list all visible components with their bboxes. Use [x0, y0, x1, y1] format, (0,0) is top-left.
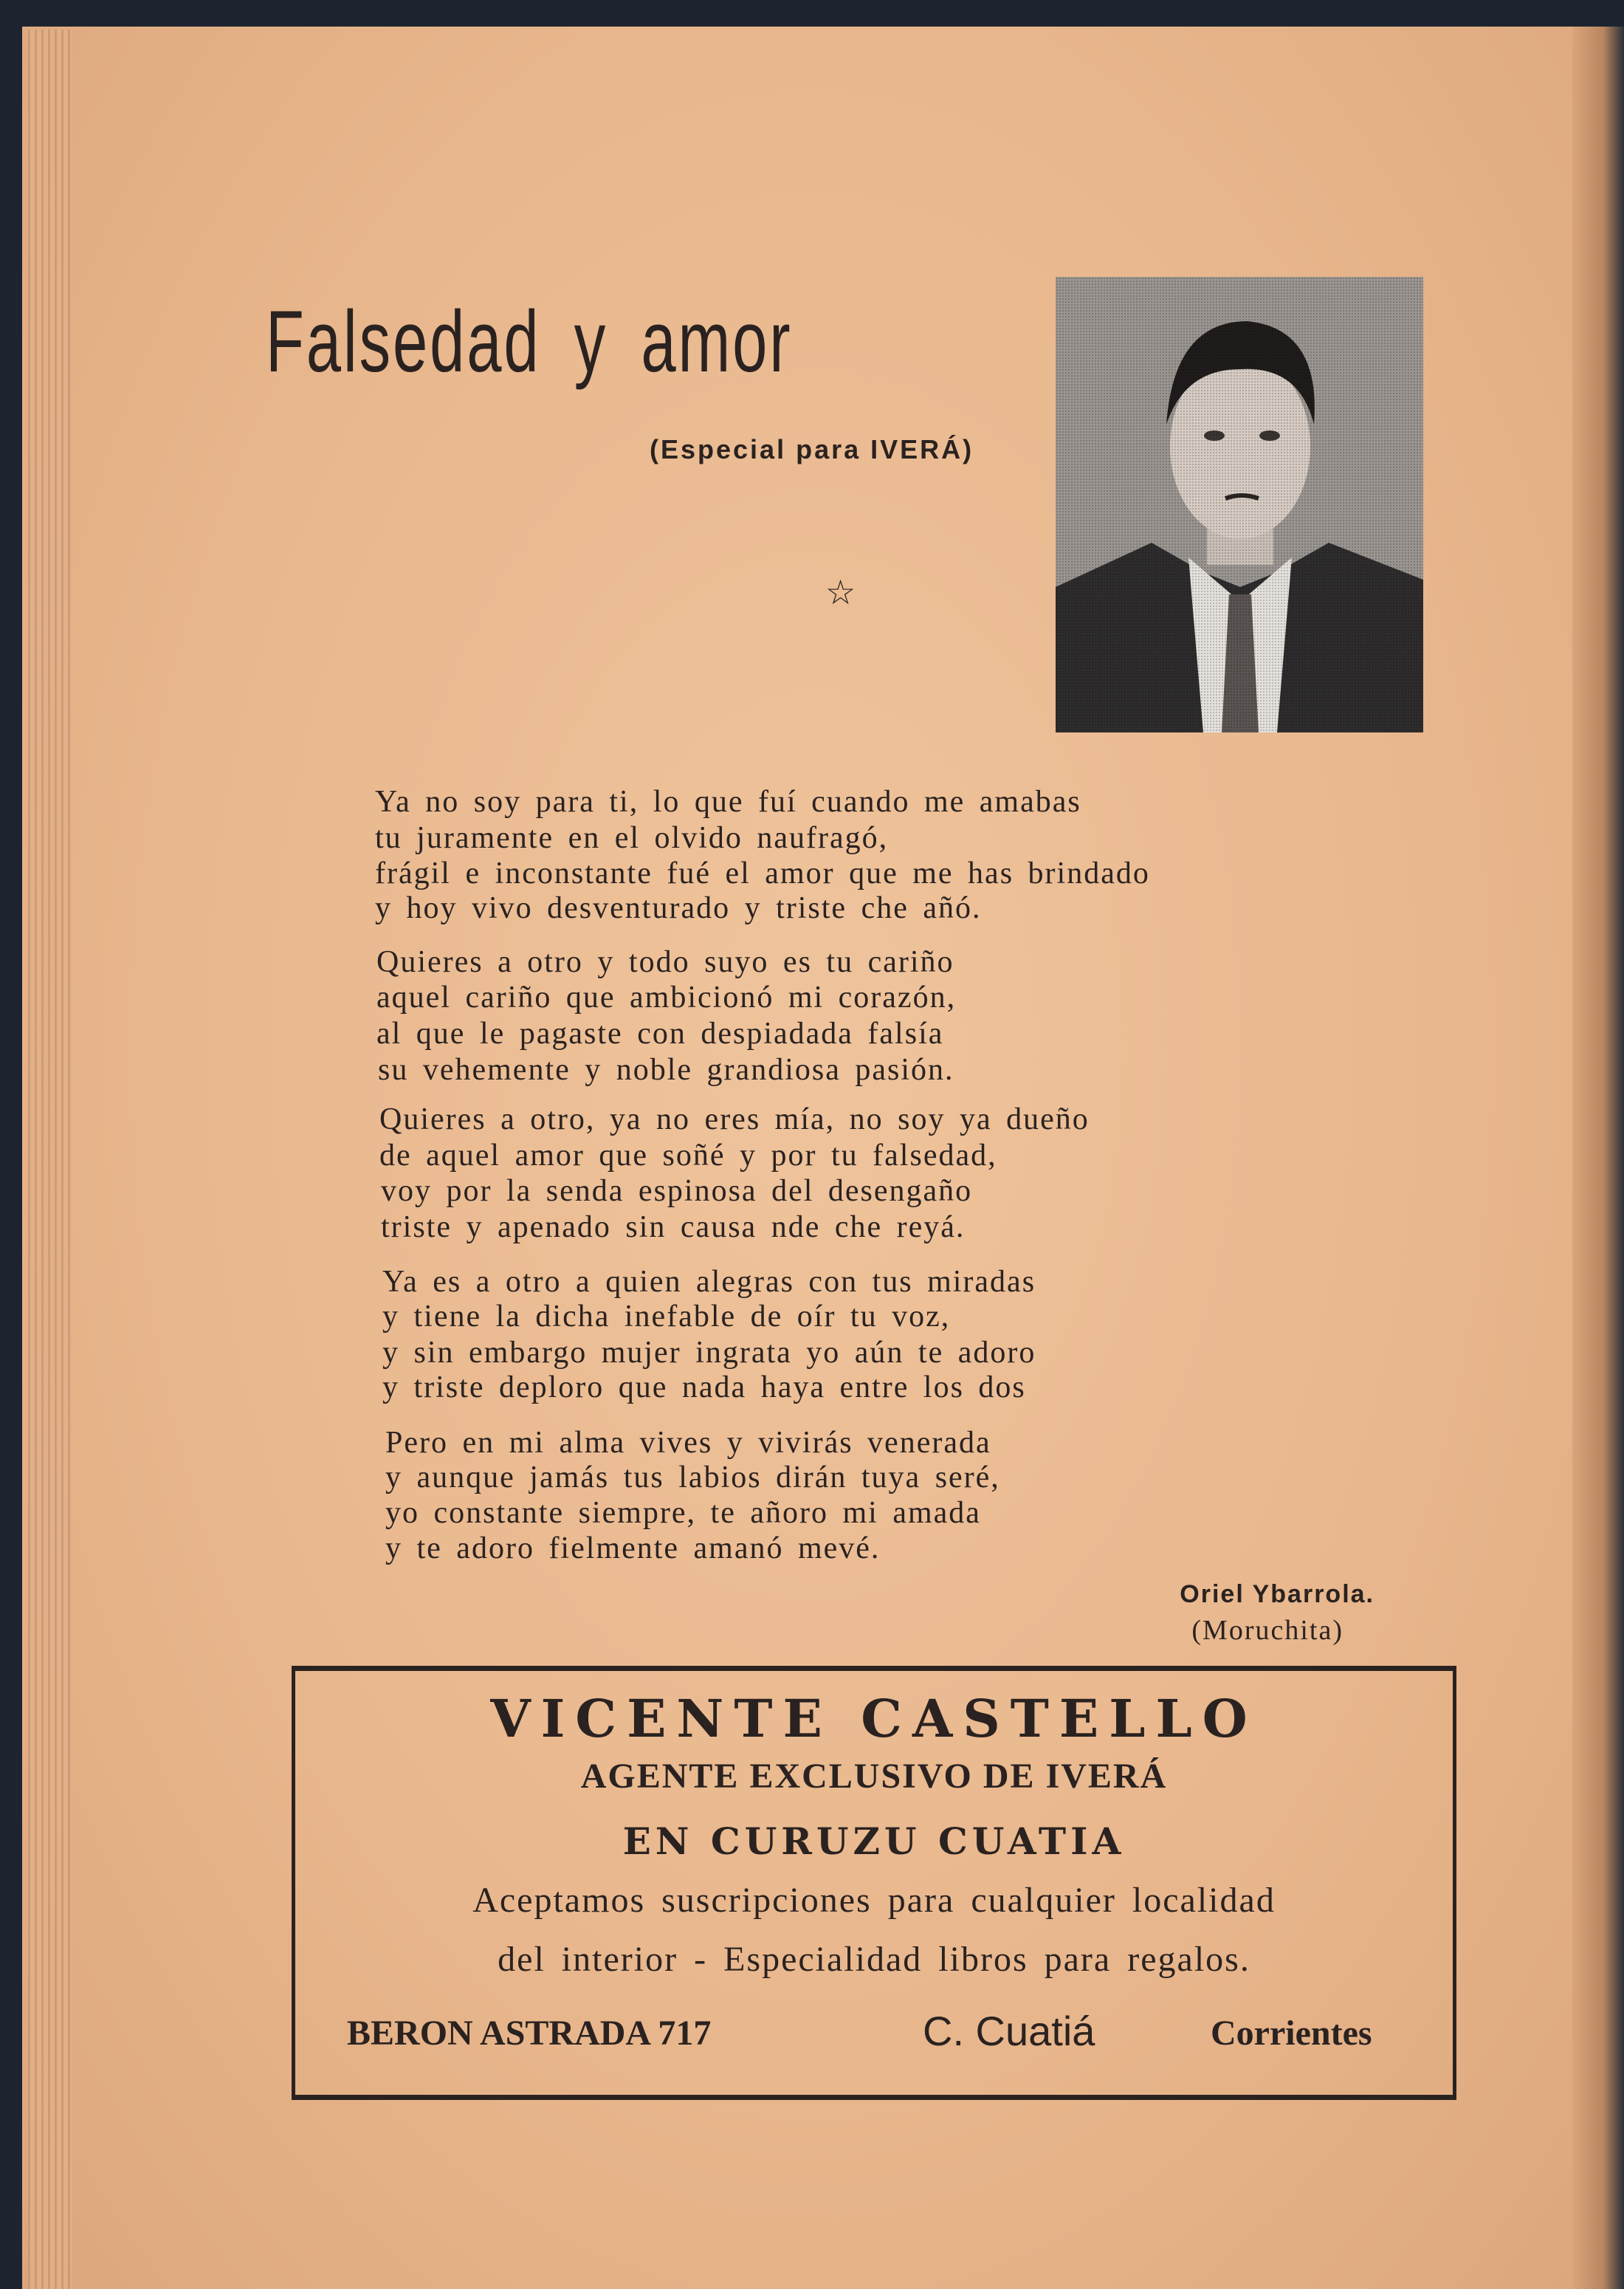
poem-line: aquel cariño que ambicionó mi corazón,	[376, 981, 957, 1015]
ad-agent-line: AGENTE EXCLUSIVO DE IVERÁ	[580, 1757, 1168, 1796]
ad-text-line: Aceptamos suscripciones para cualquier localidad	[472, 1881, 1276, 1920]
poem-line: y tiene la dicha inefable de oír tu voz,	[382, 1300, 951, 1334]
ad-province: Corrientes	[1211, 2014, 1372, 2053]
poem-line: frágil e inconstante fué el amor que me has brindado	[375, 857, 1150, 890]
poem-line: y hoy vivo desventurado y triste che añó.	[375, 891, 982, 925]
poem-line: su vehemente y noble grandiosa pasión.	[378, 1053, 954, 1087]
ad-business-name: VICENTE CASTELLO	[490, 1688, 1258, 1749]
poem-line: yo constante siempre, te añoro mi amada	[385, 1496, 981, 1530]
poem-line: Ya es a otro a quien alegras con tus miradas	[382, 1265, 1036, 1299]
poem-line: triste y apenado sin causa nde che reyá.	[381, 1210, 966, 1244]
poem-line: tu juramente en el olvido naufragó,	[375, 821, 889, 855]
poem-line: y aunque jamás tus labios dirán tuya seré,	[385, 1461, 1000, 1494]
poem-line: Ya no soy para ti, lo que fuí cuando me amabas	[375, 785, 1081, 819]
page-edges	[28, 30, 72, 2289]
poem-line: y te adoro fielmente amanó mevé.	[385, 1531, 881, 1565]
poem-line: Quieres a otro y todo suyo es tu cariño	[376, 945, 954, 979]
article-title: Falsedad y amor	[266, 293, 793, 391]
ad-text-line: del interior - Especialidad libros para regalos.	[498, 1940, 1250, 1979]
star-ornament-icon: ☆	[825, 572, 856, 612]
page-right-edge	[1572, 27, 1624, 2289]
poem-line: voy por la senda espinosa del desengaño	[381, 1174, 973, 1208]
author-pseudonym: (Moruchita)	[1191, 1615, 1343, 1646]
ad-city-line: EN CURUZU CUATIA	[622, 1819, 1126, 1863]
author-name: Oriel Ybarrola.	[1180, 1580, 1374, 1608]
poem-line: al que le pagaste con despiadada falsía	[376, 1017, 944, 1051]
poem-line: Pero en mi alma vives y vivirás venerada	[385, 1426, 991, 1460]
ad-town: C. Cuatiá	[923, 2008, 1095, 2054]
author-portrait-photo	[1056, 277, 1423, 732]
poem-line: Quieres a otro, ya no eres mía, no soy ya dueño	[379, 1102, 1090, 1136]
article-subtitle: (Especial para IVERÁ)	[650, 434, 974, 464]
ad-address: BERON ASTRADA 717	[347, 2014, 712, 2053]
poem-line: y triste deploro que nada haya entre los dos	[382, 1370, 1026, 1404]
poem-line: y sin embargo mujer ingrata yo aún te adoro	[382, 1336, 1036, 1370]
poem-line: de aquel amor que soñé y por tu falsedad,	[379, 1139, 997, 1173]
advertisement-box	[292, 1666, 1456, 2100]
